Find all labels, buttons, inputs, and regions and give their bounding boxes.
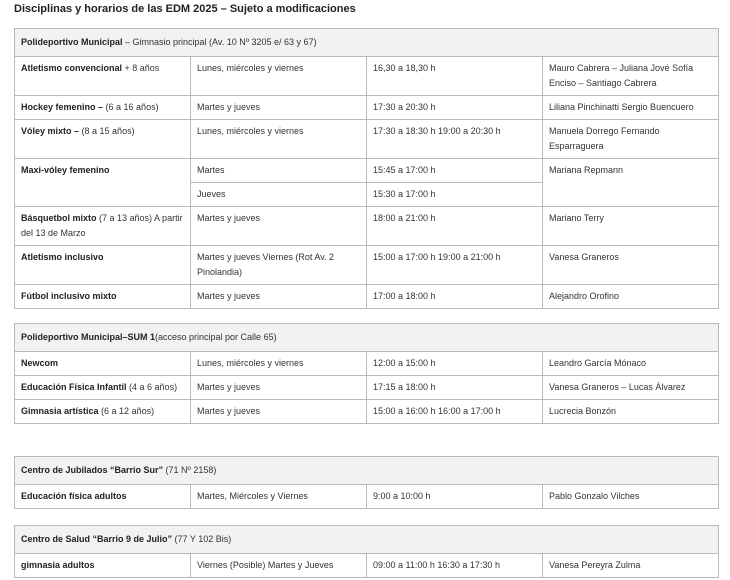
discipline-name: Maxi-vóley femenino <box>21 165 110 175</box>
table-row <box>15 96 719 120</box>
discipline-name: Gimnasia artística <box>21 406 99 416</box>
discipline-cell <box>15 120 191 159</box>
discipline-name: gimnasia adultos <box>21 560 95 570</box>
discipline-extra: (6 a 12 años) <box>98 406 155 416</box>
page-title: Disciplinas y horarios de las EDM 2025 – Sujeto a modificaciones <box>14 3 356 15</box>
table-row <box>15 554 719 578</box>
discipline-name: Atletismo convencional <box>21 63 123 73</box>
discipline-name: Fútbol inclusivo mixto <box>21 291 117 301</box>
discipline-name: Atletismo inclusivo <box>21 252 104 262</box>
venue-name: Centro de Jubilados “Barrio Sur” <box>21 465 164 475</box>
schedule-table-sum1 <box>14 323 719 424</box>
schedule-table-jubilados <box>14 456 719 509</box>
table-row <box>15 57 719 96</box>
discipline-name: Básquetbol mixto <box>21 213 97 223</box>
days-cell: Martes y jueves <box>191 285 367 309</box>
discipline-extra: (7 a 13 años) A partir del 13 de Marzo <box>21 213 183 238</box>
days-cell: Lunes, miércoles y viernes <box>191 352 367 376</box>
discipline-cell <box>15 159 191 207</box>
teachers-cell: Mariana Repmann <box>543 159 719 207</box>
discipline-name: Educación Física Infantil <box>21 382 127 392</box>
discipline-name: Vóley mixto – <box>21 126 80 136</box>
days-cell: Martes <box>191 159 367 183</box>
venue-details: (71 Nº 2158) <box>163 465 217 475</box>
time-cell: 18:00 a 21:00 h <box>367 207 543 246</box>
days-cell: Martes y jueves <box>191 96 367 120</box>
teachers-cell: Vanesa Graneros <box>543 246 719 285</box>
discipline-extra: (8 a 15 años) <box>79 126 135 136</box>
time-cell: 9:00 a 10:00 h <box>367 485 543 509</box>
table-row <box>15 159 719 183</box>
discipline-cell <box>15 285 191 309</box>
time-cell: 15:00 a 16:00 h 16:00 a 17:00 h <box>367 400 543 424</box>
teachers-cell: Pablo Gonzalo Vilches <box>543 485 719 509</box>
days-cell: Martes, Miércoles y Viernes <box>191 485 367 509</box>
days-cell: Martes y jueves <box>191 376 367 400</box>
schedule-table-gimnasio <box>14 28 719 309</box>
table-row <box>15 120 719 159</box>
venue-header <box>15 324 719 352</box>
table-header-row <box>15 29 719 57</box>
teachers-cell: Mauro Cabrera – Juliana Jové Sofía Enciso – Santiago Cabrera <box>543 57 719 96</box>
discipline-cell <box>15 57 191 96</box>
time-cell: 16,30 a 18,30 h <box>367 57 543 96</box>
table-row <box>15 207 719 246</box>
discipline-cell <box>15 352 191 376</box>
table-header-row <box>15 526 719 554</box>
schedule-table-salud <box>14 525 719 578</box>
time-cell: 15:45 a 17:00 h <box>367 159 543 183</box>
days-cell: Martes y jueves <box>191 400 367 424</box>
table-header-row <box>15 457 719 485</box>
time-cell: 17:30 a 18:30 h 19:00 a 20:30 h <box>367 120 543 159</box>
venue-details: (77 Y 102 Bis) <box>172 534 232 544</box>
venue-name: Polideportivo Municipal–SUM 1 <box>21 332 156 342</box>
venue-name: Polideportivo Municipal <box>21 37 123 47</box>
days-cell: Martes y jueves Viernes (Rot Av. 2 Pinolandia) <box>191 246 367 285</box>
venue-header <box>15 457 719 485</box>
teachers-cell: Lucrecia Bonzón <box>543 400 719 424</box>
discipline-cell <box>15 246 191 285</box>
venue-details: (acceso principal por Calle 65) <box>155 332 277 342</box>
teachers-cell: Vanesa Pereyra Zulma <box>543 554 719 578</box>
days-cell: Viernes (Posible) Martes y Jueves <box>191 554 367 578</box>
discipline-cell <box>15 554 191 578</box>
time-cell: 17:30 a 20:30 h <box>367 96 543 120</box>
discipline-extra: (4 a 6 años) <box>126 382 178 392</box>
table-row <box>15 485 719 509</box>
table-row <box>15 285 719 309</box>
table-row <box>15 376 719 400</box>
days-cell: Martes y jueves <box>191 207 367 246</box>
teachers-cell: Alejandro Orofino <box>543 285 719 309</box>
discipline-extra: + 8 años <box>122 63 160 73</box>
time-cell: 09:00 a 11:00 h 16:30 a 17:30 h <box>367 554 543 578</box>
discipline-cell <box>15 376 191 400</box>
days-cell: Lunes, miércoles y viernes <box>191 57 367 96</box>
time-cell: 12:00 a 15:00 h <box>367 352 543 376</box>
discipline-name: Hockey femenino – <box>21 102 104 112</box>
venue-header <box>15 29 719 57</box>
discipline-cell <box>15 485 191 509</box>
discipline-name: Educación física adultos <box>21 491 127 501</box>
teachers-cell: Vanesa Graneros – Lucas Álvarez <box>543 376 719 400</box>
venue-details: – Gimnasio principal (Av. 10 Nº 3205 e/ 63 y 67) <box>122 37 317 47</box>
discipline-extra: (6 a 16 años) <box>103 102 159 112</box>
discipline-name: Newcom <box>21 358 59 368</box>
time-cell: 17:15 a 18:00 h <box>367 376 543 400</box>
teachers-cell: Mariano Terry <box>543 207 719 246</box>
table-header-row <box>15 324 719 352</box>
table-row <box>15 246 719 285</box>
discipline-cell <box>15 400 191 424</box>
teachers-cell: Manuela Dorrego Fernando Esparraguera <box>543 120 719 159</box>
time-cell: 17:00 a 18:00 h <box>367 285 543 309</box>
days-cell: Jueves <box>191 183 367 207</box>
discipline-cell <box>15 96 191 120</box>
table-row <box>15 400 719 424</box>
time-cell: 15:30 a 17:00 h <box>367 183 543 207</box>
teachers-cell: Liliana Pinchinatti Sergio Buencuero <box>543 96 719 120</box>
venue-header <box>15 526 719 554</box>
days-cell: Lunes, miércoles y viernes <box>191 120 367 159</box>
discipline-cell <box>15 207 191 246</box>
venue-name: Centro de Salud “Barrio 9 de Julio” <box>21 534 173 544</box>
time-cell: 15:00 a 17:00 h 19:00 a 21:00 h <box>367 246 543 285</box>
table-row <box>15 352 719 376</box>
teachers-cell: Leandro García Mónaco <box>543 352 719 376</box>
